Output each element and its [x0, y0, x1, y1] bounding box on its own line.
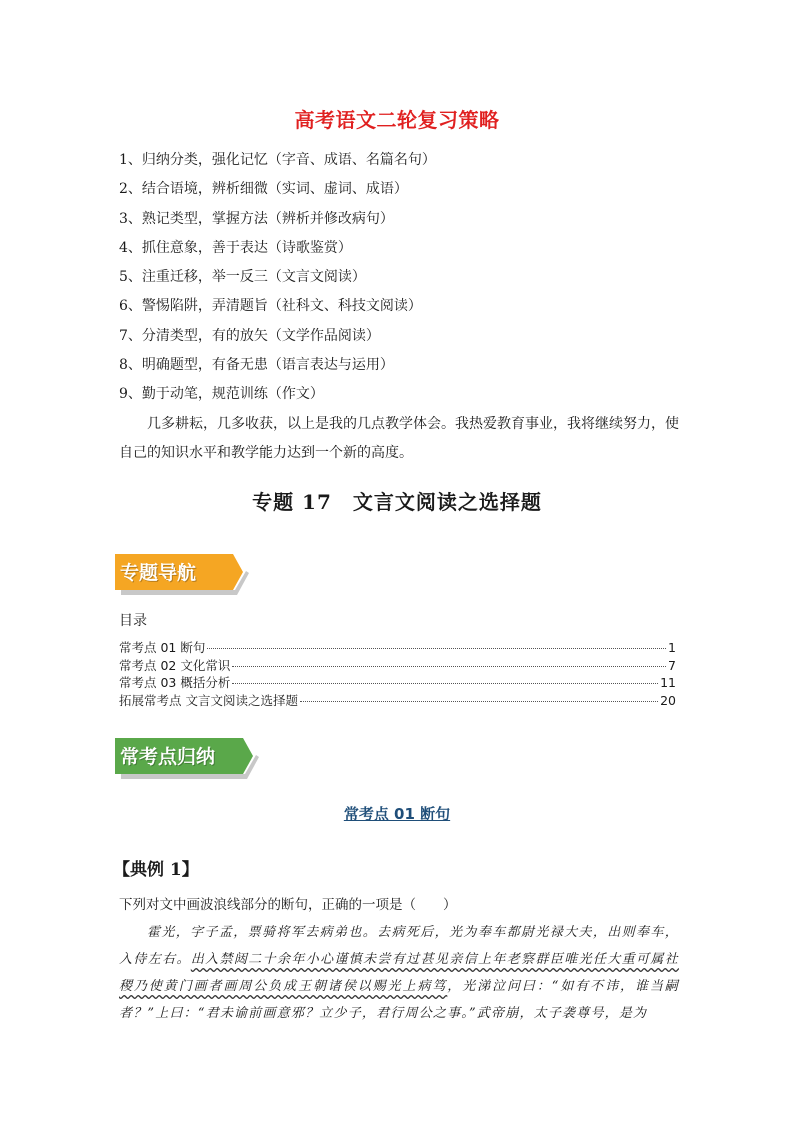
- question-text: 下列对文中画波浪线部分的断句，正确的一项是（ ）: [119, 897, 457, 913]
- main-title: 高考语文二轮复习策略: [294, 108, 500, 132]
- toc-leader-dots: [207, 648, 666, 649]
- toc-leader-dots: [232, 666, 666, 667]
- toc-entry-title: 常考点 02 文化常识: [119, 657, 231, 673]
- strategy-item: 9、勤于动笔，规范训练（作文）: [119, 386, 324, 403]
- toc-entry[interactable]: [119, 656, 676, 674]
- toc-entry-page: 7: [668, 657, 676, 673]
- example-label: 【典例 1】: [113, 860, 199, 880]
- passage-text: 霍光，字子孟，票骑将军去病弟也。去病死后，光为奉车都尉光禄大夫，出则奉车，入侍左右。: [119, 925, 679, 967]
- section-heading[interactable]: 常考点 01 断句: [343, 805, 451, 823]
- classical-passage: [119, 919, 679, 1027]
- topic-title: 专题 17 文言文阅读之选择题: [252, 490, 542, 514]
- strategy-item: 6、警惕陷阱，弄清题旨（社科文、科技文阅读）: [119, 298, 422, 315]
- summary-banner: [115, 738, 250, 780]
- strategy-item: 2、结合语境，辨析细微（实词、虚词、成语）: [119, 181, 408, 198]
- toc-entry-title: 常考点 03 概括分析: [119, 675, 231, 690]
- toc-entry[interactable]: [119, 638, 676, 656]
- nav-banner: [115, 554, 250, 596]
- summary-banner-label: 常考点归纳: [120, 746, 216, 768]
- strategy-item: 4、抓住意象，善于表达（诗歌鉴赏）: [119, 239, 352, 256]
- strategy-item: 7、分清类型，有的放矢（文学作品阅读）: [119, 327, 380, 344]
- passage-text: ，光涕泣问曰：“如有不讳，谁当嗣者？”上曰：“君未谕前画意邪？立少子，君行周公之事。”武帝崩，太子袭尊号，是为: [119, 979, 679, 1021]
- toc-entry-page: 20: [660, 692, 676, 708]
- strategy-item: 8、明确题型，有备无患（语言表达与运用）: [119, 357, 394, 374]
- toc-leader-dots: [232, 683, 658, 684]
- nav-banner-label: 专题导航: [120, 562, 197, 584]
- strategy-item: 5、注重迁移，举一反三（文言文阅读）: [119, 269, 366, 286]
- wavy-underlined-text: 出入禁闼二十余年小心谨慎未尝有过甚见亲信上年老察群臣唯光任大重可属社稷乃使黄门画者画周公负成王朝诸侯以赐光上病笃: [119, 952, 679, 994]
- toc-entry-title: 常考点 01 断句: [119, 640, 206, 655]
- toc-entry[interactable]: [119, 673, 676, 691]
- table-of-contents: [119, 638, 676, 708]
- toc-entry-page: 11: [660, 675, 676, 690]
- toc-leader-dots: [300, 701, 658, 702]
- toc-entry-title: 拓展常考点 文言文阅读之选择题: [119, 692, 298, 708]
- toc-entry-page: 1: [668, 640, 676, 655]
- strategy-list: [119, 150, 689, 414]
- toc-entry[interactable]: [119, 691, 676, 709]
- closing-paragraph: 几多耕耘，几多收获，以上是我的几点教学体会。我热爱教育事业，我将继续努力，使自己的知识水平和教学能力达到一个新的高度。: [119, 416, 679, 461]
- strategy-item: 1、归纳分类，强化记忆（字音、成语、名篇名句）: [119, 152, 436, 168]
- strategy-item: 3、熟记类型，掌握方法（辨析并修改病句）: [119, 210, 394, 227]
- toc-heading: 目录: [119, 613, 147, 629]
